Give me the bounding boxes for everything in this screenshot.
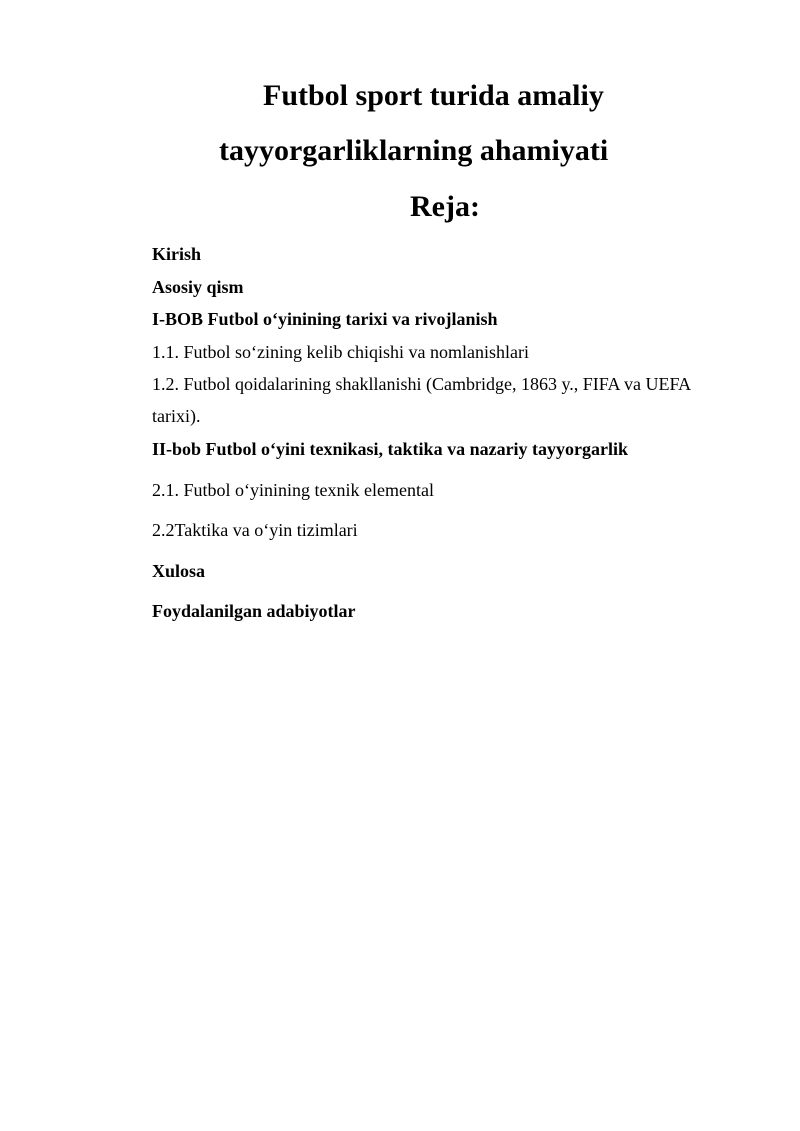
toc-conclusion: Xulosa [152, 561, 206, 581]
toc-chapter-2: II-bob Futbol o‘yini texnikasi, taktika va nazariy tayyorgarlik [152, 439, 629, 459]
document-title-line-1: Futbol sport turida amaliy [263, 79, 604, 112]
toc-references: Foydalanilgan adabiyotlar [152, 601, 356, 621]
toc-section-2-2: 2.2Taktika va o‘yin tizimlari [152, 520, 358, 540]
toc-section-1-2-line-2: tarixi). [152, 406, 201, 426]
toc-main-part: Asosiy qism [152, 277, 244, 297]
toc-section-1-1: 1.1. Futbol so‘zining kelib chiqishi va nomlanishlari [152, 342, 529, 362]
document-title-line-2: tayyorgarliklarning ahamiyati [219, 134, 609, 167]
toc-intro: Kirish [152, 244, 202, 264]
toc-section-1-2-line-1: 1.2. Futbol qoidalarining shakllanishi (Cambridge, 1863 y., FIFA va UEFA [152, 374, 692, 394]
plan-heading: Reja: [410, 190, 480, 223]
toc-chapter-1: I-BOB Futbol o‘yinining tarixi va rivojlanish [152, 309, 498, 329]
toc-section-2-1: 2.1. Futbol o‘yinining texnik elemental [152, 480, 434, 500]
